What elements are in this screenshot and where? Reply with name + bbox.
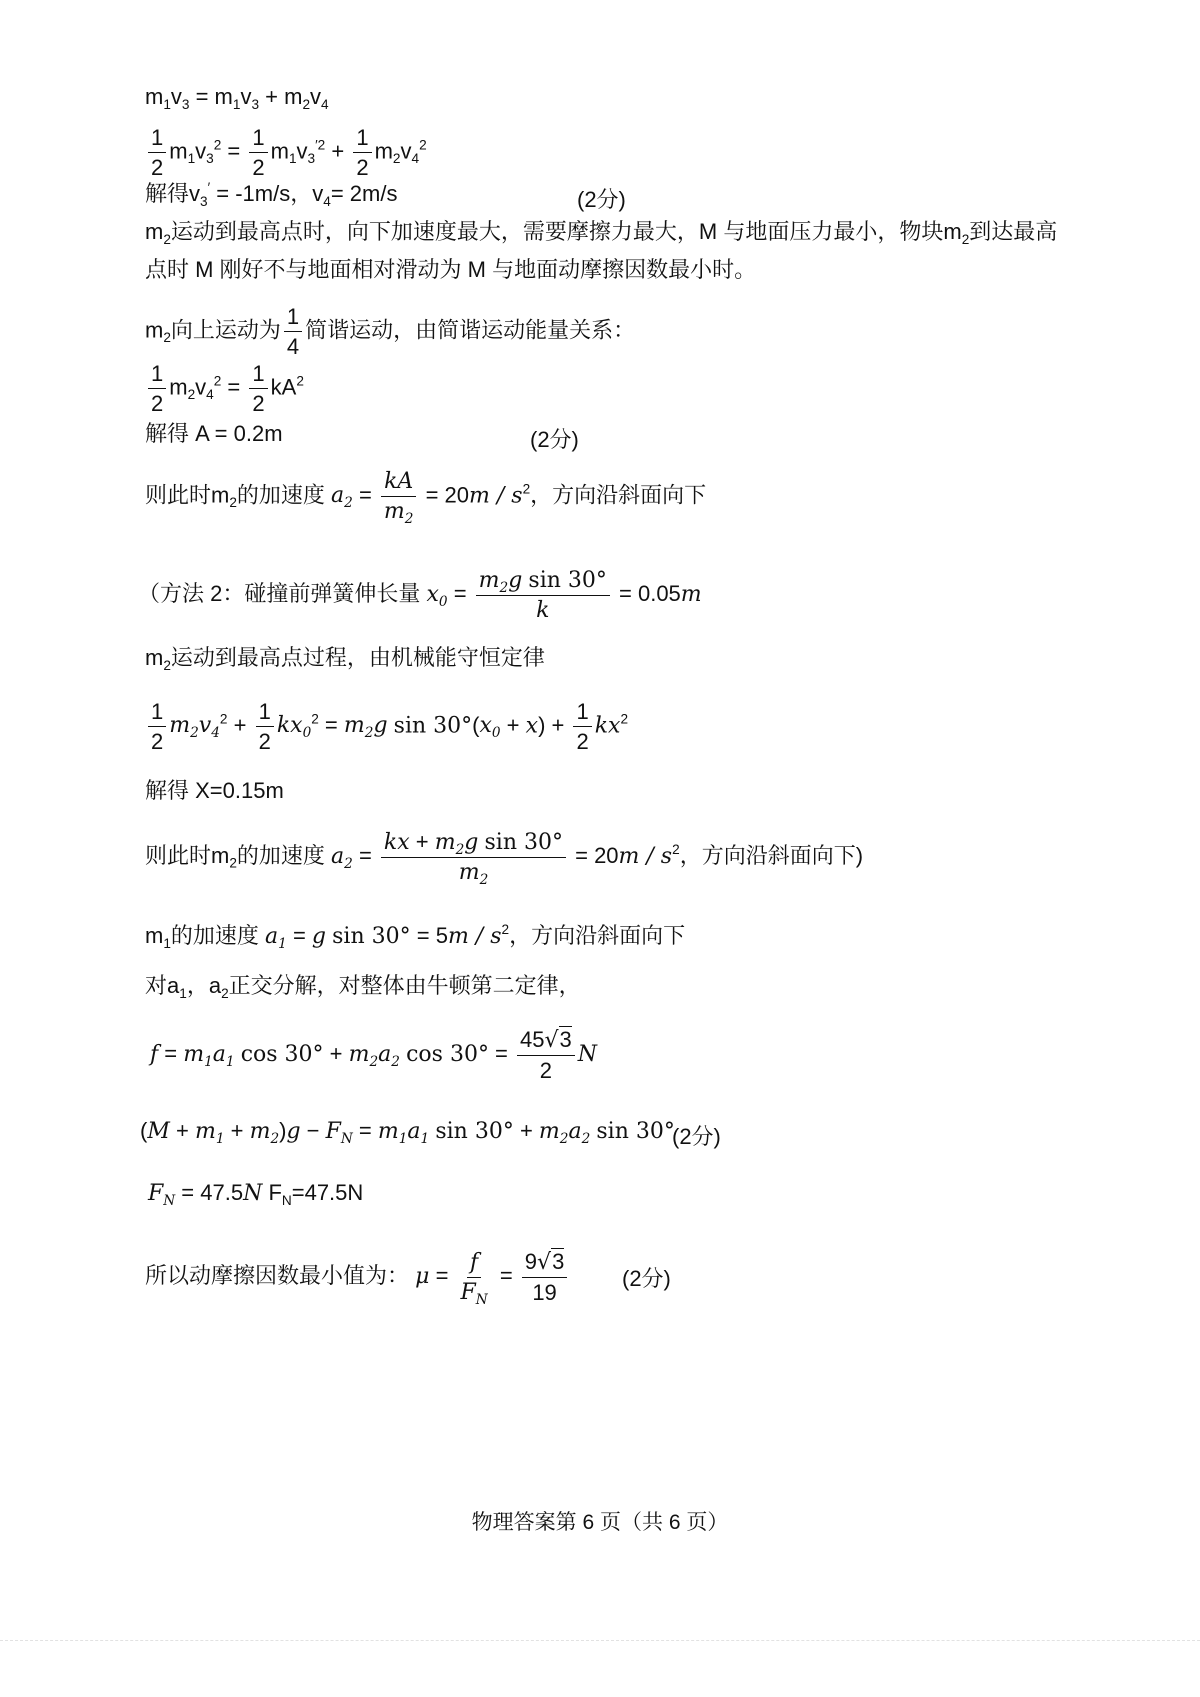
solve-v3-v4: 解得$v_3' = -1m/s$，$v_4= 2m/s$ bbox=[145, 180, 398, 209]
mu-min: 所以动摩擦因数最小值为： μ = $\frac{f}{F_N}$ = $\frac{9√3}{19}$ bbox=[145, 1250, 570, 1304]
eq-energy: $\frac{1}{2}$ $m_1v_3^2$ = $\frac{1}{2}$ $m_1v_3^{'2}$ + $\frac{1}{2}$ $m_2v_4^2$ bbox=[145, 126, 427, 179]
m2-process: $m_2$运动到最高点过程，由机械能守恒定律 bbox=[145, 645, 545, 673]
score-2: (2分) bbox=[530, 427, 579, 452]
eq-friction: $f = m_1a_1$ $\cos 30^\circ + m_2a_2$ cos 30° = $\frac{45√3}{2}$ N bbox=[150, 1027, 598, 1084]
text-shm: $m_2$向上运动为 $\frac{1}{4}$ 简谐运动，由简谐运动能量关系： bbox=[145, 304, 636, 360]
method-2: （方法 2：碰撞前弹簧伸长量 $x_0$ = $\frac{m_2g \sin 30^\circ}{k}$ = 0.05m bbox=[138, 568, 702, 624]
text-m2-top-1: $m_2$运动到最高点时，向下加速度最大，需要摩擦力最大，M 与地面压力最小，物块$m_2$到达最高 bbox=[145, 219, 1058, 247]
solve-x: 解得 X=0.15m bbox=[145, 778, 284, 803]
eq-energy-2: $\frac{1}{2}$ $m_2v_4^2$ + $\frac{1}{2}$ $kx_0^2 = m_2g$ $\sin 30^\circ(x_0 + x)$ + $\frac{1}{2}$ $kx^2$ bbox=[145, 700, 628, 753]
eq-normal-force: $(M + m_1 + m_2)g - F_N = m_1a_1$ $\sin 30^\circ + m_2a_2$ sin 30° bbox=[140, 1118, 675, 1147]
accel-m1: $m_1$的加速度 $a_1 = g$ $\sin 30^\circ = 5m / s^2$，方向沿斜面向下 bbox=[145, 922, 686, 952]
solve-A: 解得 A = 0.2m bbox=[145, 421, 283, 446]
orthogonal-decomposition: 对$a_1$，$a_2$正交分解，对整体由牛顿第二定律， bbox=[145, 973, 581, 1001]
score-3: (2分) bbox=[672, 1124, 721, 1149]
eq-shm-energy: $\frac{1}{2}$ $m_2v_4^2$ = $\frac{1}{2}$ $kA^2$ bbox=[145, 362, 304, 415]
eq-momentum: $m_1v_3 = m_1v_3 + m_2v_4$ bbox=[145, 84, 329, 112]
accel-m2-method2: 则此时$m_2$的加速度 $a_2$ = $\frac{kx + m_2g \sin 30^\circ}{m_2}$ = $20m / s^2$，方向沿斜面向下) bbox=[145, 829, 864, 888]
text-m2-top-2: 点时 M 刚好不与地面相对滑动为 M 与地面动摩擦因数最小时。 bbox=[145, 257, 757, 282]
page-footer: 物理答案第 6 页（共 6 页） bbox=[471, 1511, 729, 1534]
normal-force-value: $F_N = 47.5N$ $F_N=47.5N$ bbox=[148, 1180, 364, 1209]
accel-m2: 则此时$m_2$的加速度 $a_2$ = $\frac{kA}{m_2}$ = $20m / s^2$，方向沿斜面向下 bbox=[145, 469, 707, 527]
score-4: (2分) bbox=[622, 1266, 671, 1291]
score-1: (2分) bbox=[577, 187, 626, 212]
page-divider bbox=[0, 1640, 1200, 1641]
